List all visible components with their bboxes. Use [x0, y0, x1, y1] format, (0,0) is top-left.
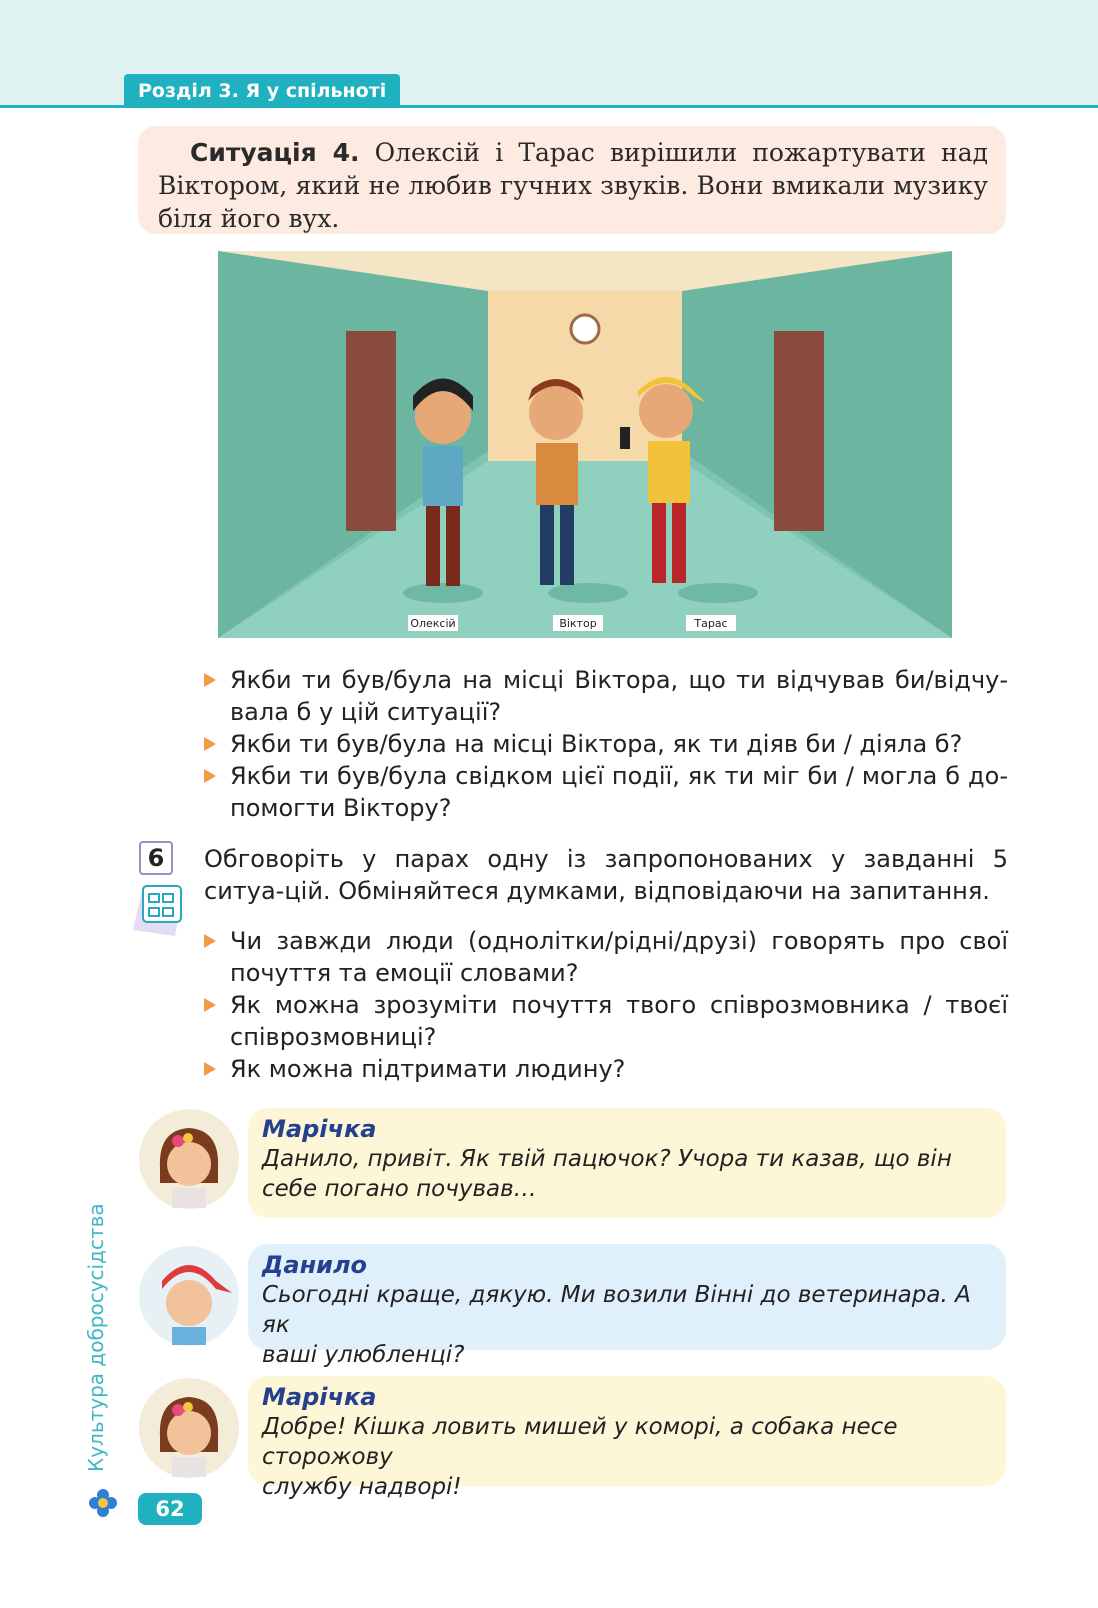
maryana-avatar	[138, 1108, 240, 1210]
dialogue-line: себе погано почував…	[262, 1176, 537, 1202]
page-number: 62	[138, 1493, 202, 1525]
label-viktor: Віктор	[559, 617, 597, 630]
triangle-bullet-icon	[204, 1062, 216, 1076]
situation-lead: Ситуація 4.	[190, 138, 360, 167]
side-label: Культура добросусідства	[84, 1203, 108, 1472]
question-list-2	[204, 925, 1008, 1085]
question-list-1	[204, 664, 1008, 824]
clock-icon	[571, 315, 599, 343]
dialogue-bubble-3	[248, 1376, 1006, 1500]
maryana-avatar	[138, 1377, 240, 1479]
list-item: Як можна зрозуміти почуття твого співрозмовника / твоєї співрозмовниці?	[204, 989, 1008, 1053]
situation-text: Олексій і Тарас вирішили пожартувати над Віктором, який не любив гучних звуків. Вони вмикали музику біля його вух.	[158, 138, 988, 233]
dialogue-line: Сьогодні краще, дякую. Ми возили Вінні до ветеринара. А як	[262, 1282, 971, 1338]
label-oleksiy: Олексій	[410, 617, 456, 630]
list-item: Якби ти був/була на місці Віктора, як ти діяв би / діяла б?	[204, 728, 1008, 760]
triangle-bullet-icon	[204, 934, 216, 948]
flower-icon	[88, 1488, 118, 1518]
dialogue-line: Данило, привіт. Як твій пацючок? Учора ти казав, що він	[262, 1146, 952, 1172]
dialogue-line: ваші улюбленці?	[262, 1342, 465, 1368]
left-door	[346, 331, 396, 531]
dialogue-line: службу надворі!	[262, 1474, 462, 1500]
label-taras: Тарас	[694, 617, 728, 630]
situation-box	[138, 126, 1006, 234]
task-text: Обговоріть у парах одну із запропонованих у завданні 5 ситуа-цій. Обміняйтеся думками, відповідаючи на запитання.	[204, 845, 1008, 905]
dialogue-bubble-1	[248, 1108, 1006, 1218]
task-number: 6	[139, 841, 173, 875]
list-item: Чи завжди люди (однолітки/рідні/друзі) говорять про свої почуття та емоції словами?	[204, 925, 1008, 989]
triangle-bullet-icon	[204, 737, 216, 751]
list-item: Якби ти був/була свідком цієї події, як ти міг би / могла б до-помогти Віктору?	[204, 760, 1008, 824]
triangle-bullet-icon	[204, 998, 216, 1012]
dialogue-line: Добре! Кішка ловить мишей у коморі, а собака несе сторожову	[262, 1414, 898, 1470]
triangle-bullet-icon	[204, 673, 216, 687]
phone-icon	[620, 427, 630, 449]
pair-work-icon	[129, 880, 187, 938]
danylo-avatar	[138, 1245, 240, 1347]
dialogue-bubble-2	[248, 1244, 1006, 1368]
triangle-bullet-icon	[204, 769, 216, 783]
section-title: Розділ 3. Я у спільноті	[124, 74, 400, 108]
list-item: Як можна підтримати людину?	[204, 1053, 1008, 1085]
list-item: Якби ти був/була на місці Віктора, що ти відчував би/відчу-вала б у цій ситуації?	[204, 664, 1008, 728]
right-door	[774, 331, 824, 531]
speaker-name: Марічка	[262, 1383, 377, 1411]
speaker-name: Данило	[262, 1251, 368, 1279]
speaker-name: Марічка	[262, 1115, 377, 1143]
hallway-illustration	[218, 251, 952, 638]
